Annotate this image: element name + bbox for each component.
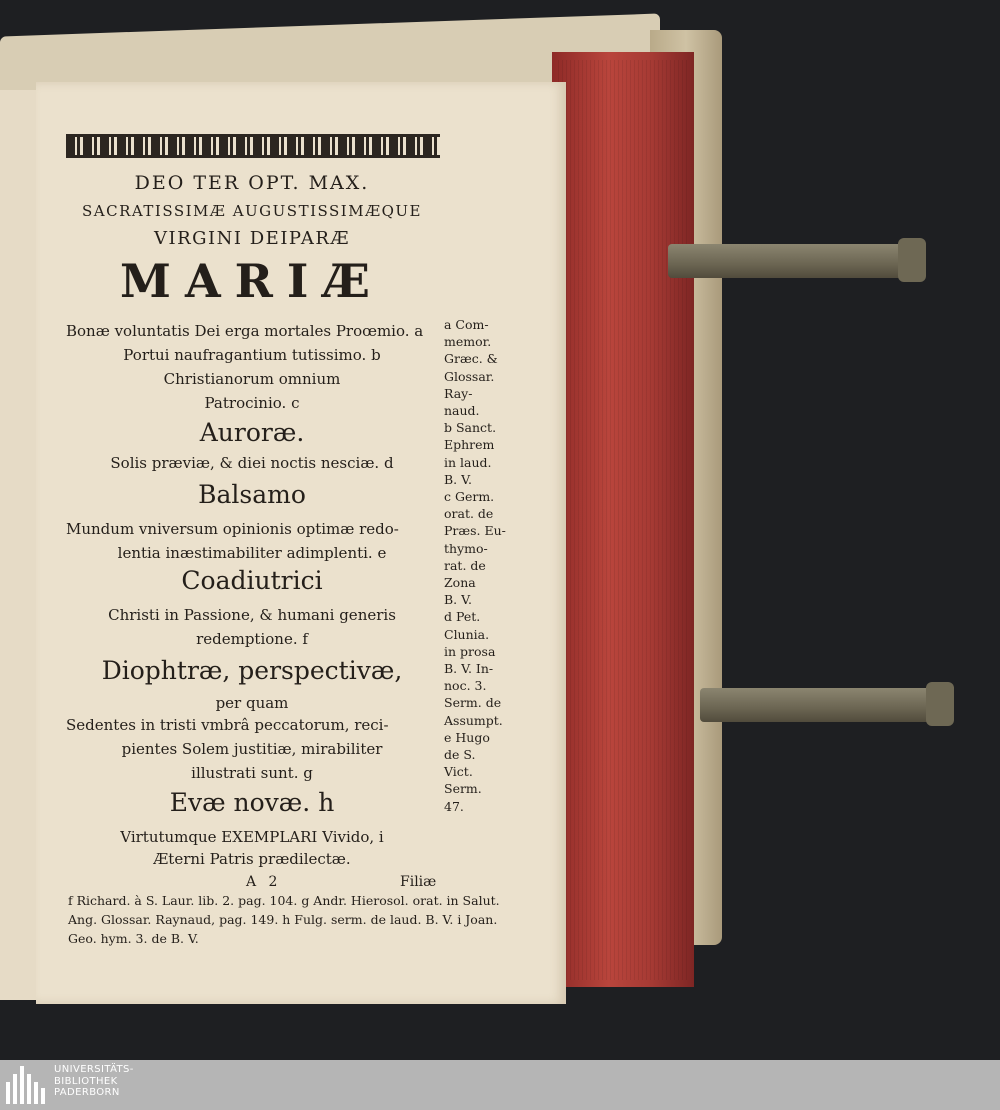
margin-note-line: orat. de xyxy=(444,506,494,522)
margin-note-line: e Hugo xyxy=(444,729,490,745)
text-line: pientes Solem justitiæ, mirabiliter xyxy=(121,740,383,758)
margin-note-line: a Com- xyxy=(444,317,489,332)
text-line: redemptione. f xyxy=(196,630,308,648)
margin-note-line: thymo- xyxy=(444,540,488,556)
margin-note-line: Glossar. xyxy=(444,368,495,384)
text-line: Sedentes in tristi vmbrâ peccatorum, reci- xyxy=(66,716,389,734)
text-line: Virtutumque EXEMPLARI Vivido, i xyxy=(120,828,384,846)
heading-line: Coadiutrici xyxy=(181,566,323,595)
upper-clasp xyxy=(668,244,908,278)
margin-note-line: memor. xyxy=(444,334,492,350)
heading-line: Evæ novæ. h xyxy=(169,788,335,817)
library-footer-bar xyxy=(0,1060,1000,1110)
margin-note-line: B. V. xyxy=(444,471,472,487)
footnote-line: f Richard. à S. Laur. lib. 2. pag. 104. g Andr. Hierosol. orat. in Salut. xyxy=(68,893,500,908)
dedication-line-2: SACRATISSIMÆ AUGUSTISSIMÆQUE xyxy=(82,202,422,220)
library-logo-icon xyxy=(6,1066,46,1104)
margin-note-line: Assumpt. xyxy=(444,712,503,728)
margin-note-line: d Pet. xyxy=(444,609,481,625)
margin-note-line: in prosa xyxy=(444,643,496,659)
catchword: Filiæ xyxy=(400,874,437,890)
text-line: per quam xyxy=(215,694,289,712)
margin-notes xyxy=(444,316,520,815)
margin-note-line: naud. xyxy=(444,403,480,419)
margin-note-line: in laud. xyxy=(444,454,492,470)
margin-note-line: Græc. & xyxy=(444,351,498,367)
margin-note-line: B. V. In- xyxy=(444,661,494,677)
text-line: Mundum vniversum opinionis optimæ redo- xyxy=(66,520,399,538)
footnote-line: Ang. Glossar. Raynaud, pag. 149. h Fulg. serm. de laud. B. V. i Joan. xyxy=(68,912,498,927)
heading-line: Diophtræ, perspectivæ, xyxy=(101,656,403,685)
lower-clasp xyxy=(700,688,936,722)
library-name xyxy=(54,1064,134,1099)
margin-note-line: rat. de xyxy=(444,557,486,573)
footnote-line: Geo. hym. 3. de B. V. xyxy=(68,931,199,946)
signature-mark: A 2 xyxy=(246,874,282,890)
dedication-line-3: VIRGINI DEIPARÆ xyxy=(154,228,350,249)
margin-note-line: Vict. xyxy=(444,764,473,780)
text-line: Æterni Patris prædilectæ. xyxy=(153,850,351,868)
text-line: Christianorum omnium xyxy=(163,370,341,388)
lower-clasp-end xyxy=(926,682,954,726)
upper-clasp-end xyxy=(898,238,926,282)
text-line: lentia inæstimabiliter adimplenti. e xyxy=(117,544,387,562)
dedication-name: MARIÆ xyxy=(120,254,384,308)
text-line: Solis præviæ, & diei noctis nesciæ. d xyxy=(110,454,394,472)
text-line: Patrocinio. c xyxy=(204,394,300,412)
margin-note-line: de S. xyxy=(444,747,476,763)
margin-note-line: Ephrem xyxy=(444,437,495,453)
margin-note-line: Clunia. xyxy=(444,626,490,642)
heading-line: Balsamo xyxy=(198,480,306,509)
margin-note-line: B. V. xyxy=(444,592,472,608)
margin-note-line: b Sanct. xyxy=(444,420,497,436)
library-name-line: PADERBORN xyxy=(54,1087,120,1098)
left-page-sliver xyxy=(0,90,40,1000)
heading-line: Auroræ. xyxy=(199,418,305,447)
library-name-line: BIBLIOTHEK xyxy=(54,1075,118,1087)
printers-ornament-band xyxy=(66,134,440,158)
margin-note-line: c Germ. xyxy=(444,489,495,505)
text-line: Christi in Passione, & humani generis xyxy=(108,606,396,624)
margin-note-line: Ray- xyxy=(444,385,473,401)
margin-note-line: noc. 3. xyxy=(444,678,487,694)
text-line: Bonæ voluntatis Dei erga mortales Proœmio. a xyxy=(66,322,424,340)
margin-note-line: Zona xyxy=(444,575,476,591)
page-edges xyxy=(558,60,688,980)
text-line: Portui naufragantium tutissimo. b xyxy=(123,346,381,364)
margin-note-line: Præs. Eu- xyxy=(444,523,506,539)
dedication-line-1: DEO TER OPT. MAX. xyxy=(134,172,370,194)
margin-note-line: Serm. de xyxy=(444,695,502,711)
library-name-line: UNIVERSITÄTS- xyxy=(54,1064,134,1075)
margin-note-line: 47. xyxy=(444,798,464,814)
margin-note-line: Serm. xyxy=(444,781,482,797)
text-line: illustrati sunt. g xyxy=(191,764,313,782)
